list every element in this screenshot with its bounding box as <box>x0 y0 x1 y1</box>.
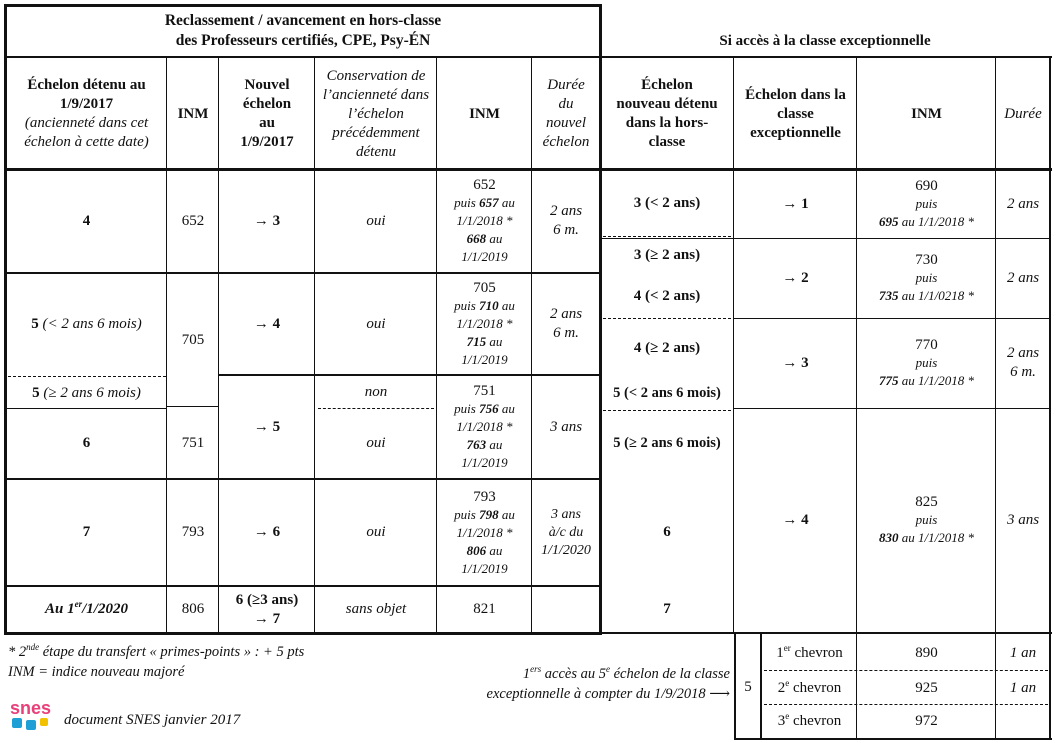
snes-logo-text: snes <box>10 698 52 718</box>
ce-row-2-inm-c: 735 <box>879 288 899 303</box>
row2020-echelon <box>6 587 167 632</box>
row5a-inm-new-c: 710 <box>479 298 499 313</box>
row4-duree <box>532 170 600 272</box>
ce-row-3-inm-a: 770 <box>915 337 938 353</box>
ce-row-4-echelon-text: → 4 <box>782 511 809 528</box>
ce-row-2-duree <box>996 238 1050 318</box>
hc-row-7 <box>600 587 734 632</box>
ce-row-4-duree-text: 3 ans <box>1006 511 1040 528</box>
row4-inm <box>167 170 219 272</box>
left-title <box>6 6 600 56</box>
row6-inm-new-f: 763 <box>466 437 487 452</box>
hc-row-5b-text: 5 (≥ 2 ans 6 mois) <box>613 434 721 451</box>
hc-row-5a <box>600 378 734 408</box>
left-title-line2: des Professeurs certifiés, CPE, Psy-ÉN <box>175 32 431 49</box>
row4-nouvel <box>219 170 315 272</box>
ce-row-1-inm-d: au 1/1/2018 * <box>901 214 974 229</box>
row5a-echelon-num: 5 <box>31 315 39 332</box>
row6-echelon-text: 6 <box>82 434 91 451</box>
hc-row-6 <box>600 480 734 585</box>
chevron-1-sup: er <box>783 642 791 653</box>
hc-row-4a <box>600 274 734 318</box>
row4-echelon <box>6 170 167 272</box>
chevron-1-duree <box>996 636 1050 670</box>
ce-row-4-echelon <box>734 408 857 632</box>
row7-conservation-text: oui <box>366 524 386 540</box>
chevron-echelon-text: 5 <box>744 678 752 695</box>
header-echelon-detenu-a: Échelon détenu au <box>27 77 146 93</box>
header-conservation <box>315 58 437 170</box>
row7-inm-new-a: 793 <box>473 488 496 505</box>
ce-row-4-inm-b: puis <box>915 512 938 527</box>
row6-inm-new-a: 751 <box>473 383 496 399</box>
chevron-2-sup: e <box>785 677 790 688</box>
footnote-2 <box>8 664 185 681</box>
header-inm-3-text: INM <box>911 105 942 122</box>
row7-duree-b: à/c du <box>548 524 584 540</box>
chevron-2-duree <box>996 671 1050 705</box>
hc-row-5b <box>600 408 734 478</box>
ce-row-3-echelon-text: → 3 <box>782 354 809 371</box>
ce-row-2-inm <box>857 238 996 318</box>
row7-inm-new-c: 798 <box>479 506 499 522</box>
footnote-1-b: étape du transfert « primes-points » : + 5 pts <box>39 644 305 660</box>
row7-inm-new-b: puis <box>454 506 476 522</box>
row6-inm-new-b: puis <box>454 401 476 416</box>
snes-logo-graphic <box>8 694 58 734</box>
row6-inm <box>167 408 219 478</box>
row4-inm-new <box>437 170 532 272</box>
row4-conservation-text: oui <box>366 212 386 229</box>
row4-nouvel-text: → 3 <box>253 212 281 229</box>
chevron-3-inm <box>857 705 996 738</box>
header-duree-2-text: Durée <box>1004 105 1042 122</box>
row4-duree-a: 2 ans <box>549 203 583 219</box>
header-duree-2 <box>996 58 1050 170</box>
row4-inm-new-a: 652 <box>473 177 496 193</box>
ce-row-2-inm-b: puis <box>915 270 938 285</box>
row5b-echelon-text: (≥ 2 ans 6 mois) <box>43 384 141 401</box>
header-inm-2-text: INM <box>469 105 500 122</box>
right-title-text: Si accès à la classe exceptionnelle <box>719 32 931 49</box>
chevron-2-inm-text: 925 <box>915 679 938 696</box>
ce-row-3-inm-d: au 1/1/2018 * <box>901 373 974 388</box>
hc-row-3b <box>600 238 734 272</box>
row2020-conservation-text: sans objet <box>345 601 407 617</box>
row6-inm-new-c: 756 <box>479 401 499 416</box>
hc-row-4b-text: 4 (≥ 2 ans) <box>633 339 701 356</box>
hc-row-7-text: 7 <box>663 601 671 617</box>
access-note <box>420 664 730 704</box>
row2020-inm-new-text: 821 <box>473 601 496 617</box>
footnote-2-text: INM = indice nouveau majoré <box>8 664 185 680</box>
chevron-1-inm-text: 890 <box>915 644 938 661</box>
footnote-1-sup: nde <box>26 642 40 653</box>
header-conservation-text: Conservation de l’ancienneté dans l’échelon précédemment détenu <box>322 67 430 160</box>
row4-inm-new-h: 1/1/2019 <box>461 249 508 264</box>
row6-conservation <box>315 408 437 478</box>
row4-echelon-text: 4 <box>82 212 91 229</box>
row2020-conservation <box>315 587 437 632</box>
ce-row-2-inm-a: 730 <box>915 252 938 268</box>
row7-duree <box>532 480 600 585</box>
row5a-inm-new-g: au <box>489 334 503 349</box>
row2020-echelon-a: Au 1 <box>45 601 75 617</box>
row2020-inm-new <box>437 587 532 632</box>
row5a-nouvel <box>219 274 315 374</box>
row4-duree-b: 6 m. <box>553 222 579 238</box>
row2020-nouvel-a: 6 (≥3 ans) <box>235 591 299 608</box>
row2020-echelon-sup: er <box>74 599 83 609</box>
row5a-inm-new-b: puis <box>454 298 476 313</box>
ce-row-1-duree <box>996 170 1050 238</box>
row5b-conservation-text: non <box>364 383 388 400</box>
hc-row-6-text: 6 <box>663 524 671 540</box>
row5a-inm-new <box>437 274 532 374</box>
chevron-1-word: chevron <box>794 644 843 661</box>
chevron-2-label <box>762 671 857 705</box>
ce-row-1-inm-a: 690 <box>915 178 938 194</box>
chevron-1-inm <box>857 636 996 670</box>
chevron-3-sup: e <box>785 711 790 721</box>
chevron-3-num: 3 <box>777 713 786 729</box>
ce-row-1-inm <box>857 170 996 238</box>
row6-inm-new-e: 1/1/2018 * <box>456 419 513 434</box>
row6-duree <box>532 376 600 478</box>
row4-inm-new-g: au <box>489 231 503 246</box>
access-note-line2: exceptionnelle à compter du 1/9/2018 ⟶ <box>486 686 730 702</box>
ce-row-2-duree-text: 2 ans <box>1006 269 1040 286</box>
row5a-inm-new-a: 705 <box>473 280 496 296</box>
row2020-inm-text: 806 <box>181 601 205 617</box>
hc-row-3a-text: 3 (< 2 ans) <box>633 194 701 211</box>
chevron-2-num: 2 <box>777 679 786 696</box>
row5a-inm-new-e: 1/1/2018 * <box>456 316 513 331</box>
chevron-3-word: chevron <box>792 713 842 729</box>
hc-row-3a <box>600 172 734 234</box>
header-inm-2 <box>437 58 532 170</box>
row4-inm-text: 652 <box>181 212 205 229</box>
row5b-conservation <box>315 376 437 408</box>
left-title-line1: Reclassement / avancement en hors-classe <box>164 12 442 29</box>
header-nouvel-echelon-text: Nouvel échelon au 1/9/2017 <box>240 77 294 150</box>
header-echelon-detenu-c: (ancienneté dans cet échelon à cette date) <box>24 115 149 150</box>
row5b-echelon <box>6 378 167 408</box>
header-echelon-detenu-b: 1/9/2017 <box>59 96 114 112</box>
row5b6-nouvel-text: → 5 <box>253 418 281 435</box>
ce-row-1-echelon-text: → 1 <box>782 195 809 212</box>
row7-echelon <box>6 480 167 585</box>
row7-echelon-text: 7 <box>82 524 91 540</box>
ce-row-1-duree-text: 2 ans <box>1006 195 1040 212</box>
row5a-conservation-text: oui <box>366 315 386 332</box>
chevron-3-duree <box>996 705 1050 738</box>
footnote-1-a: * 2 <box>8 644 27 660</box>
row4-inm-new-b: puis <box>454 195 476 210</box>
row5-inm-text: 705 <box>181 331 205 348</box>
row6-duree-text: 3 ans <box>549 418 583 435</box>
row7-inm-new <box>437 480 532 585</box>
header-inm-3 <box>857 58 996 170</box>
row7-inm <box>167 480 219 585</box>
header-duree-1 <box>532 58 600 170</box>
row5a-duree-b: 6 m. <box>553 325 579 341</box>
header-echelon-hc <box>600 58 734 170</box>
snes-logo <box>8 694 58 734</box>
row5b-echelon-num: 5 <box>32 384 40 401</box>
chevron-2-duree-text: 1 an <box>1009 679 1037 696</box>
row6-inm-new <box>437 376 532 478</box>
ce-row-2-inm-d: au 1/1/0218 * <box>901 288 974 303</box>
row4-inm-new-e: 1/1/2018 * <box>456 213 513 228</box>
ce-row-1-echelon <box>734 170 857 238</box>
row5a-echelon <box>6 274 167 374</box>
row6-echelon <box>6 408 167 478</box>
ce-row-2-echelon <box>734 238 857 318</box>
row6-conservation-text: oui <box>366 434 386 451</box>
hc-row-4a-text: 4 (< 2 ans) <box>633 287 701 304</box>
row4-conservation <box>315 170 437 272</box>
row4-inm-new-c: 657 <box>479 195 499 210</box>
row5a-conservation <box>315 274 437 374</box>
right-title <box>600 26 1050 56</box>
row7-inm-new-e: 1/1/2018 * <box>456 524 513 540</box>
ce-row-3-inm <box>857 318 996 408</box>
chevron-2-word: chevron <box>792 679 842 696</box>
hc-row-4b <box>600 320 734 376</box>
row6-inm-new-h: 1/1/2019 <box>461 455 508 470</box>
header-echelon-detenu <box>6 58 167 170</box>
row5a-duree <box>532 274 600 374</box>
row7-nouvel <box>219 480 315 585</box>
chevron-echelon <box>736 636 760 738</box>
row2020-nouvel <box>219 587 315 632</box>
chevron-3-label <box>762 705 857 738</box>
chevron-2-inm <box>857 671 996 705</box>
header-inm-1 <box>167 58 219 170</box>
ce-row-3-duree <box>996 318 1050 408</box>
ce-row-1-inm-c: 695 <box>879 214 899 229</box>
hc-row-5a-text: 5 (< 2 ans 6 mois) <box>613 384 721 401</box>
access-note-b: accès au 5 <box>541 666 606 682</box>
row6-inm-text: 751 <box>181 434 205 451</box>
row4-inm-new-f: 668 <box>466 231 487 246</box>
ce-row-4-inm-a: 825 <box>915 494 938 510</box>
access-note-c: échelon de la classe <box>610 666 730 682</box>
ce-row-3-inm-c: 775 <box>879 373 899 388</box>
row5a-echelon-text: (< 2 ans 6 mois) <box>42 315 142 332</box>
header-echelon-ce-text: Échelon dans la classe exceptionnelle <box>745 86 846 141</box>
footnote-1 <box>8 644 304 661</box>
row7-conservation <box>315 480 437 585</box>
ce-row-3-echelon <box>734 318 857 408</box>
row6-inm-new-d: au <box>501 401 515 416</box>
document-source <box>64 712 240 729</box>
access-note-sup2: e <box>606 664 610 675</box>
row6-inm-new-g: au <box>489 437 503 452</box>
row5a-inm-new-h: 1/1/2019 <box>461 352 508 367</box>
row5a-nouvel-text: → 4 <box>253 315 281 332</box>
row7-inm-new-d: au <box>501 506 515 522</box>
row5a-duree-a: 2 ans <box>549 306 583 322</box>
header-echelon-ce <box>734 58 857 170</box>
ce-row-4-inm-c: 830 <box>879 530 899 545</box>
header-nouvel-echelon <box>219 58 315 170</box>
ce-row-1-inm-b: puis <box>915 196 938 211</box>
header-inm-1-text: INM <box>177 105 209 122</box>
ce-row-4-inm <box>857 408 996 632</box>
row7-inm-new-h: 1/1/2019 <box>461 560 508 576</box>
row7-inm-new-g: au <box>489 542 503 558</box>
ce-row-3-inm-b: puis <box>915 355 938 370</box>
header-echelon-hc-text: Échelon nouveau détenu dans la hors-classe <box>616 77 718 150</box>
row5a-inm-new-f: 715 <box>466 334 487 349</box>
header-duree-1-text: Durée du nouvel échelon <box>542 77 590 150</box>
ce-row-4-duree <box>996 408 1050 632</box>
ce-row-3-duree-a: 2 ans <box>1006 345 1040 361</box>
row5a-inm-new-d: au <box>501 298 515 313</box>
row2020-nouvel-b: → 7 <box>253 610 281 627</box>
document-source-text: document SNES janvier 2017 <box>64 712 241 728</box>
row5-inm <box>167 274 219 406</box>
chevron-1-num: 1 <box>776 644 784 661</box>
row4-inm-new-d: au <box>501 195 515 210</box>
row2020-echelon-b: /1/2020 <box>82 601 128 617</box>
row5b6-nouvel <box>219 376 315 478</box>
ce-row-4-inm-d: au 1/1/2018 * <box>901 530 974 545</box>
row2020-inm <box>167 587 219 632</box>
chevron-3-inm-text: 972 <box>915 713 938 729</box>
row7-duree-c: 1/1/2020 <box>541 542 591 558</box>
ce-row-2-echelon-text: → 2 <box>782 269 809 286</box>
row7-nouvel-text: → 6 <box>253 524 281 540</box>
hc-row-3b-text: 3 (≥ 2 ans) <box>633 246 701 263</box>
access-note-sup1: ers <box>530 664 542 675</box>
row7-inm-text: 793 <box>181 524 205 540</box>
access-note-a: 1 <box>522 666 531 682</box>
row7-duree-a: 3 ans <box>551 506 581 522</box>
chevron-1-label <box>762 636 857 670</box>
chevron-1-duree-text: 1 an <box>1009 644 1037 661</box>
row7-inm-new-f: 806 <box>466 542 487 558</box>
ce-row-3-duree-b: 6 m. <box>1010 364 1036 380</box>
